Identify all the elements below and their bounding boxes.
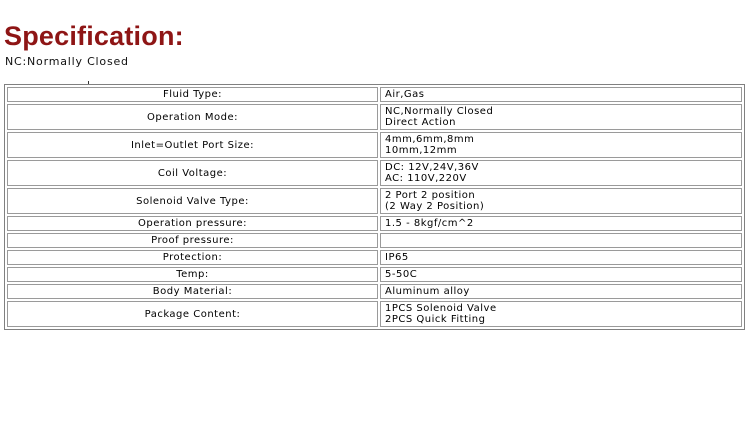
spec-value [380, 233, 742, 248]
table-row [7, 188, 742, 214]
spec-label: Package Content: [7, 301, 378, 327]
spec-value-line: 5-50C [385, 269, 418, 280]
spec-value-line: 4mm,6mm,8mm [385, 134, 475, 145]
spec-label: Operation Mode: [7, 104, 378, 130]
spec-value [380, 160, 742, 186]
spec-value-line: 2 Port 2 position [385, 190, 476, 201]
spec-value-line: (2 Way 2 Position) [385, 201, 485, 212]
spec-value [380, 87, 742, 102]
table-row [7, 87, 742, 102]
spec-value-line: NC,Normally Closed [385, 106, 494, 117]
spec-label: Solenoid Valve Type: [7, 188, 378, 214]
spec-value-line: 1PCS Solenoid Valve [385, 303, 497, 314]
table-row [7, 301, 742, 327]
table-row [7, 132, 742, 158]
table-row [7, 284, 742, 299]
spec-value [380, 188, 742, 214]
spec-value-line: Air,Gas [385, 89, 425, 100]
spec-value [380, 284, 742, 299]
spec-value-line: 10mm,12mm [385, 145, 458, 156]
spec-value-line: 2PCS Quick Fitting [385, 314, 486, 325]
spec-value [380, 250, 742, 265]
table-row [7, 160, 742, 186]
spec-value [380, 132, 742, 158]
specification-table [4, 84, 745, 330]
spec-label: Protection: [7, 250, 378, 265]
spec-value-line: Direct Action [385, 117, 456, 128]
spec-label: Temp: [7, 267, 378, 282]
spec-label: Fluid Type: [7, 87, 378, 102]
table-row [7, 104, 742, 130]
spec-value-line: 1.5 - 8kgf/cm^2 [385, 218, 474, 229]
spec-value [380, 216, 742, 231]
page-title: Specification: [4, 21, 184, 51]
spec-value-line: IP65 [385, 252, 409, 263]
spec-label: Coil Voltage: [7, 160, 378, 186]
spec-label: Proof pressure: [7, 233, 378, 248]
table-row [7, 216, 742, 231]
table-row [7, 233, 742, 248]
spec-label: Inlet=Outlet Port Size: [7, 132, 378, 158]
spec-value-line: DC: 12V,24V,36V [385, 162, 479, 173]
spec-value-line: Aluminum alloy [385, 286, 470, 297]
table-row [7, 267, 742, 282]
spec-value [380, 301, 742, 327]
spec-label: Operation pressure: [7, 216, 378, 231]
page-subtitle: NC:Normally Closed [5, 55, 129, 68]
spec-value [380, 267, 742, 282]
spec-value-line: AC: 110V,220V [385, 173, 467, 184]
spec-label: Body Material: [7, 284, 378, 299]
spec-value [380, 104, 742, 130]
table-row [7, 250, 742, 265]
